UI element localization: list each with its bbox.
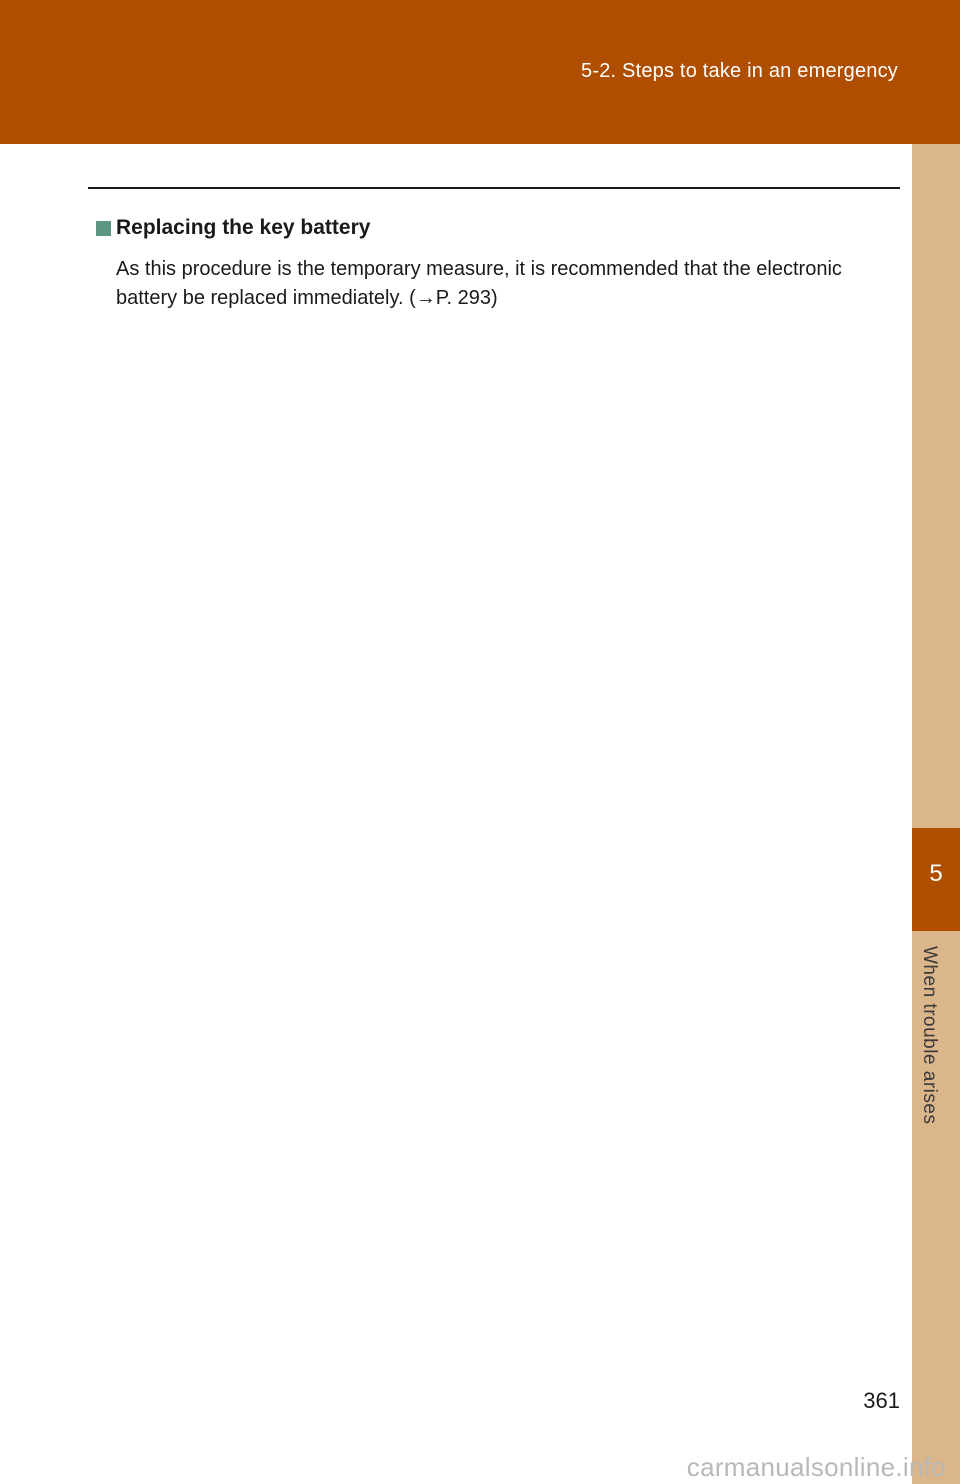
section-heading <box>96 216 370 240</box>
watermark: carmanualsonline.info <box>686 1452 946 1482</box>
heading-text: Replacing the key battery <box>116 216 371 239</box>
chapter-side-tab <box>912 144 960 1484</box>
page-number: 361 <box>863 1388 900 1413</box>
body-paragraph: As this procedure is the temporary measure, it is recommended that the electronic battery be replaced immediately. (→P. 293) <box>116 258 842 309</box>
chapter-label: When trouble arises <box>919 946 940 1125</box>
page-header <box>0 0 960 144</box>
chapter-number: 5 <box>929 860 943 887</box>
section-divider <box>88 187 900 189</box>
square-bullet-icon <box>96 221 111 236</box>
section-title: 5-2. Steps to take in an emergency <box>581 60 898 82</box>
